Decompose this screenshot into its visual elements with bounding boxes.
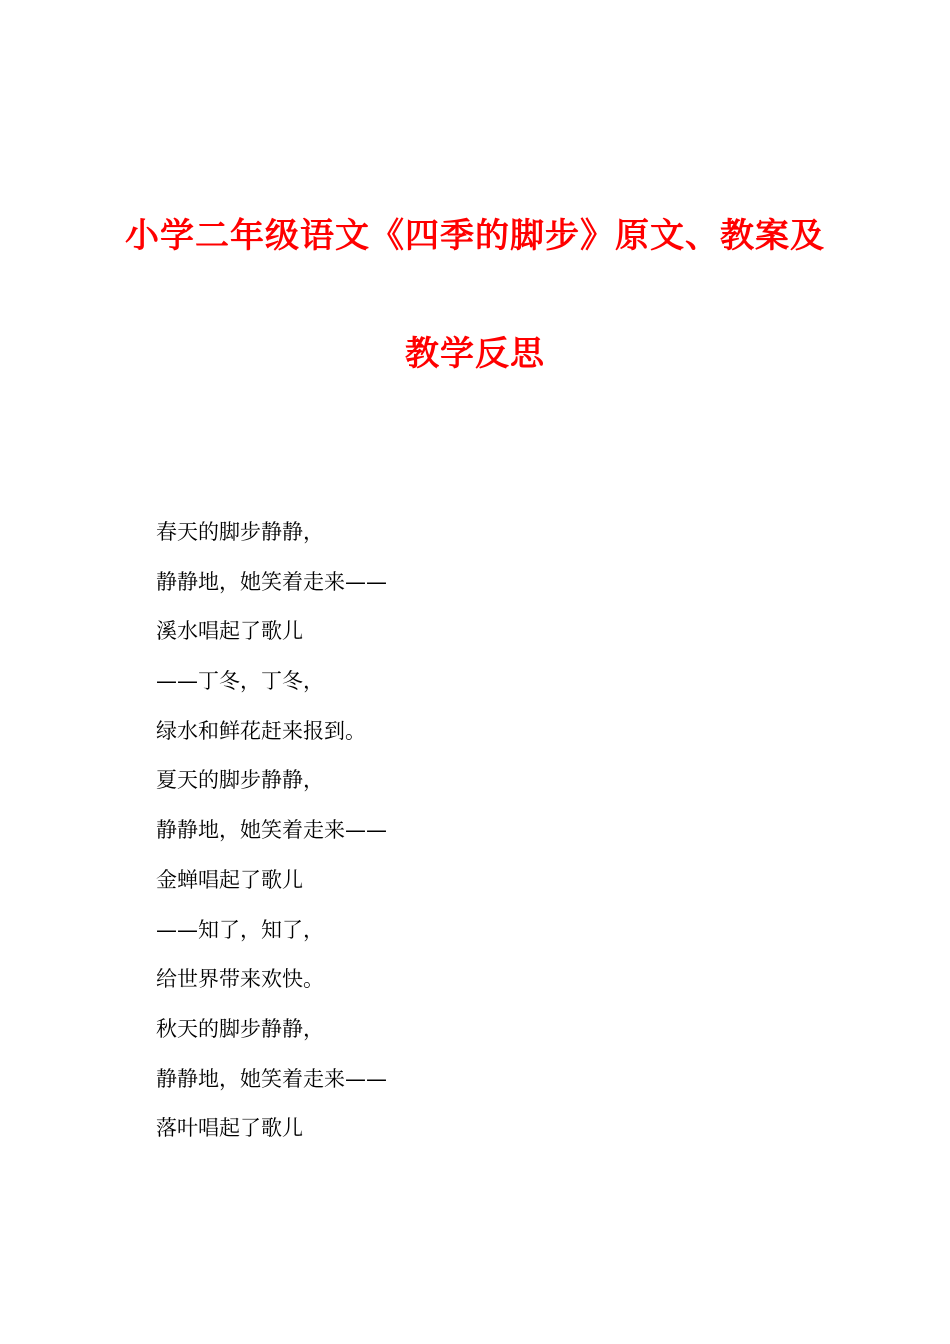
poem-line: 夏天的脚步静静， [156, 768, 324, 793]
document-title-line-2: 教学反思 [405, 334, 545, 374]
poem-line: 静静地，她笑着走来—— [156, 1066, 387, 1091]
poem-line: 溪水唱起了歌儿 [156, 619, 303, 644]
poem-line: 静静地，她笑着走来—— [156, 569, 387, 594]
poem-line: ——丁冬，丁冬， [156, 669, 324, 694]
poem-line: 给世界带来欢快。 [156, 967, 324, 992]
poem-text [156, 514, 756, 1160]
document-title-line-1: 小学二年级语文《四季的脚步》原文、教案及 [125, 216, 825, 256]
poem-line: 春天的脚步静静， [156, 520, 324, 544]
poem-line: 金蝉唱起了歌儿 [156, 867, 303, 892]
poem-line: 落叶唱起了歌儿 [156, 1116, 303, 1141]
poem-line: 绿水和鲜花赶来报到。 [156, 718, 366, 743]
poem-line: ——知了，知了， [156, 917, 324, 942]
poem-line: 静静地，她笑着走来—— [156, 818, 387, 843]
poem-line: 秋天的脚步静静， [156, 1016, 324, 1041]
